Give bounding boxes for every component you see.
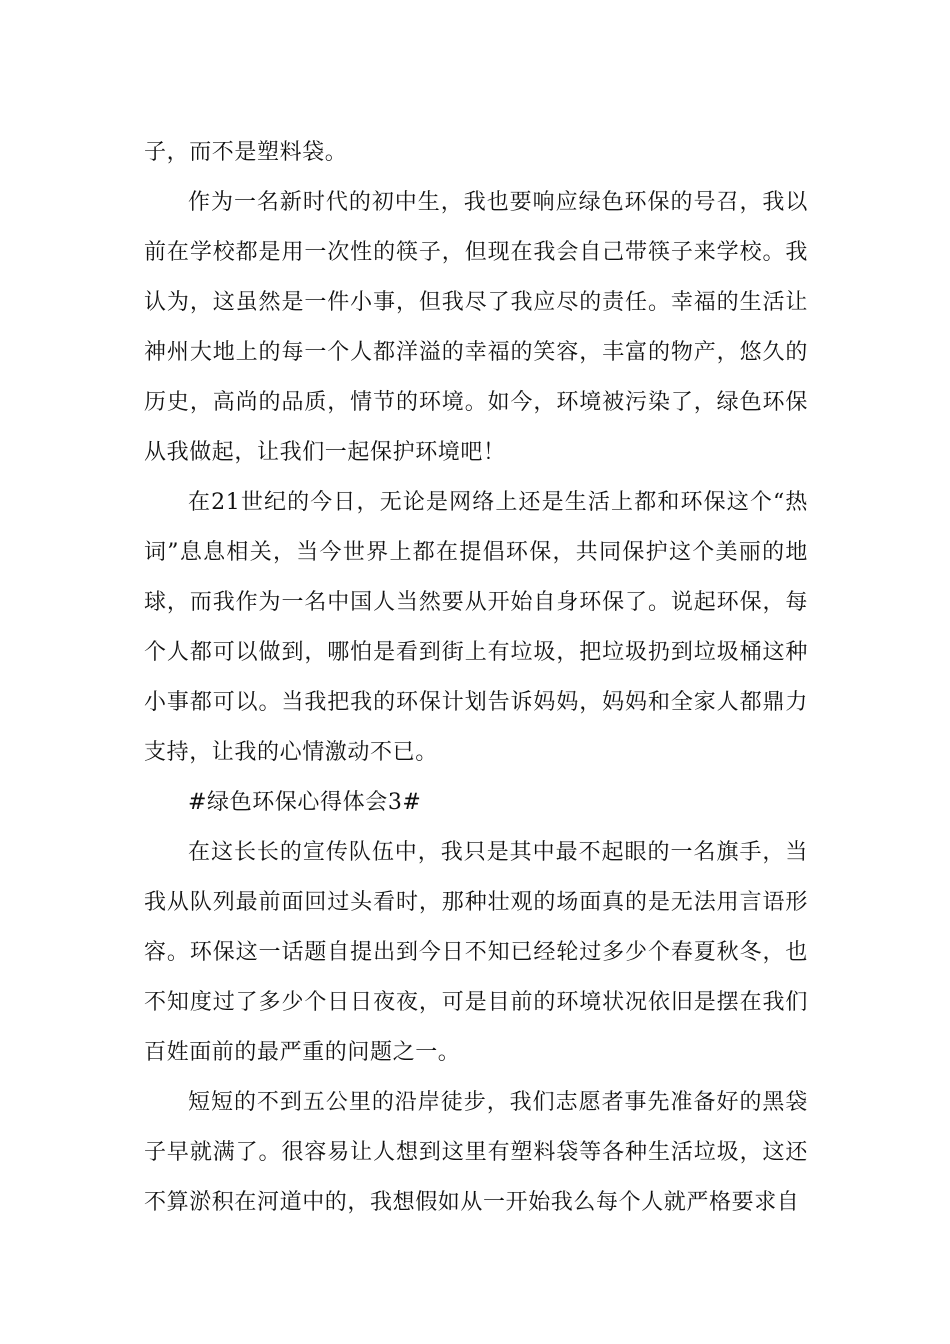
document-body [144,128,808,1228]
paragraph-coastal-walk: 短短的不到五公里的沿岸徒步，我们志愿者事先准备好的黑袋子早就满了。很容易让人想到这里有塑料袋等各种生活垃圾，这还不算淤积在河道中的，我想假如从一开始我么每个人就严格要求自 [144,1090,808,1215]
section-heading: #绿色环保心得体会3# [188,790,422,815]
paragraph-21st-century: 在21世纪的今日，无论是网络上还是生活上都和环保这个“热词”息息相关，当今世界上都在提倡环保，共同保护这个美丽的地球，而我作为一名中国人当然要从开始自身环保了。说起环保，每个人都可以做到，哪怕是看到街上有垃圾，把垃圾扔到垃圾桶这种小事都可以。当我把我的环保计划告诉妈妈，妈妈和全家人都鼎力支持，让我的心情激动不已。 [144,490,808,765]
paragraph-continuation: 子，而不是塑料袋。 [144,140,348,165]
paragraph-flag-bearer: 在这长长的宣传队伍中，我只是其中最不起眼的一名旗手，当我从队列最前面回过头看时，那种壮观的场面真的是无法用言语形容。环保这一话题自提出到今日不知已经轮过多少个春夏秋冬，也不知度过了多少个日日夜夜，可是目前的环境状况依旧是摆在我们百姓面前的最严重的问题之一。 [144,840,808,1065]
paragraph-chopsticks: 作为一名新时代的初中生，我也要响应绿色环保的号召，我以前在学校都是用一次性的筷子，但现在我会自己带筷子来学校。我认为，这虽然是一件小事，但我尽了我应尽的责任。幸福的生活让神州大地上的每一个人都洋溢的幸福的笑容，丰富的物产，悠久的历史，高尚的品质，情节的环境。如今，环境被污染了，绿色环保从我做起，让我们一起保护环境吧！ [144,190,808,465]
